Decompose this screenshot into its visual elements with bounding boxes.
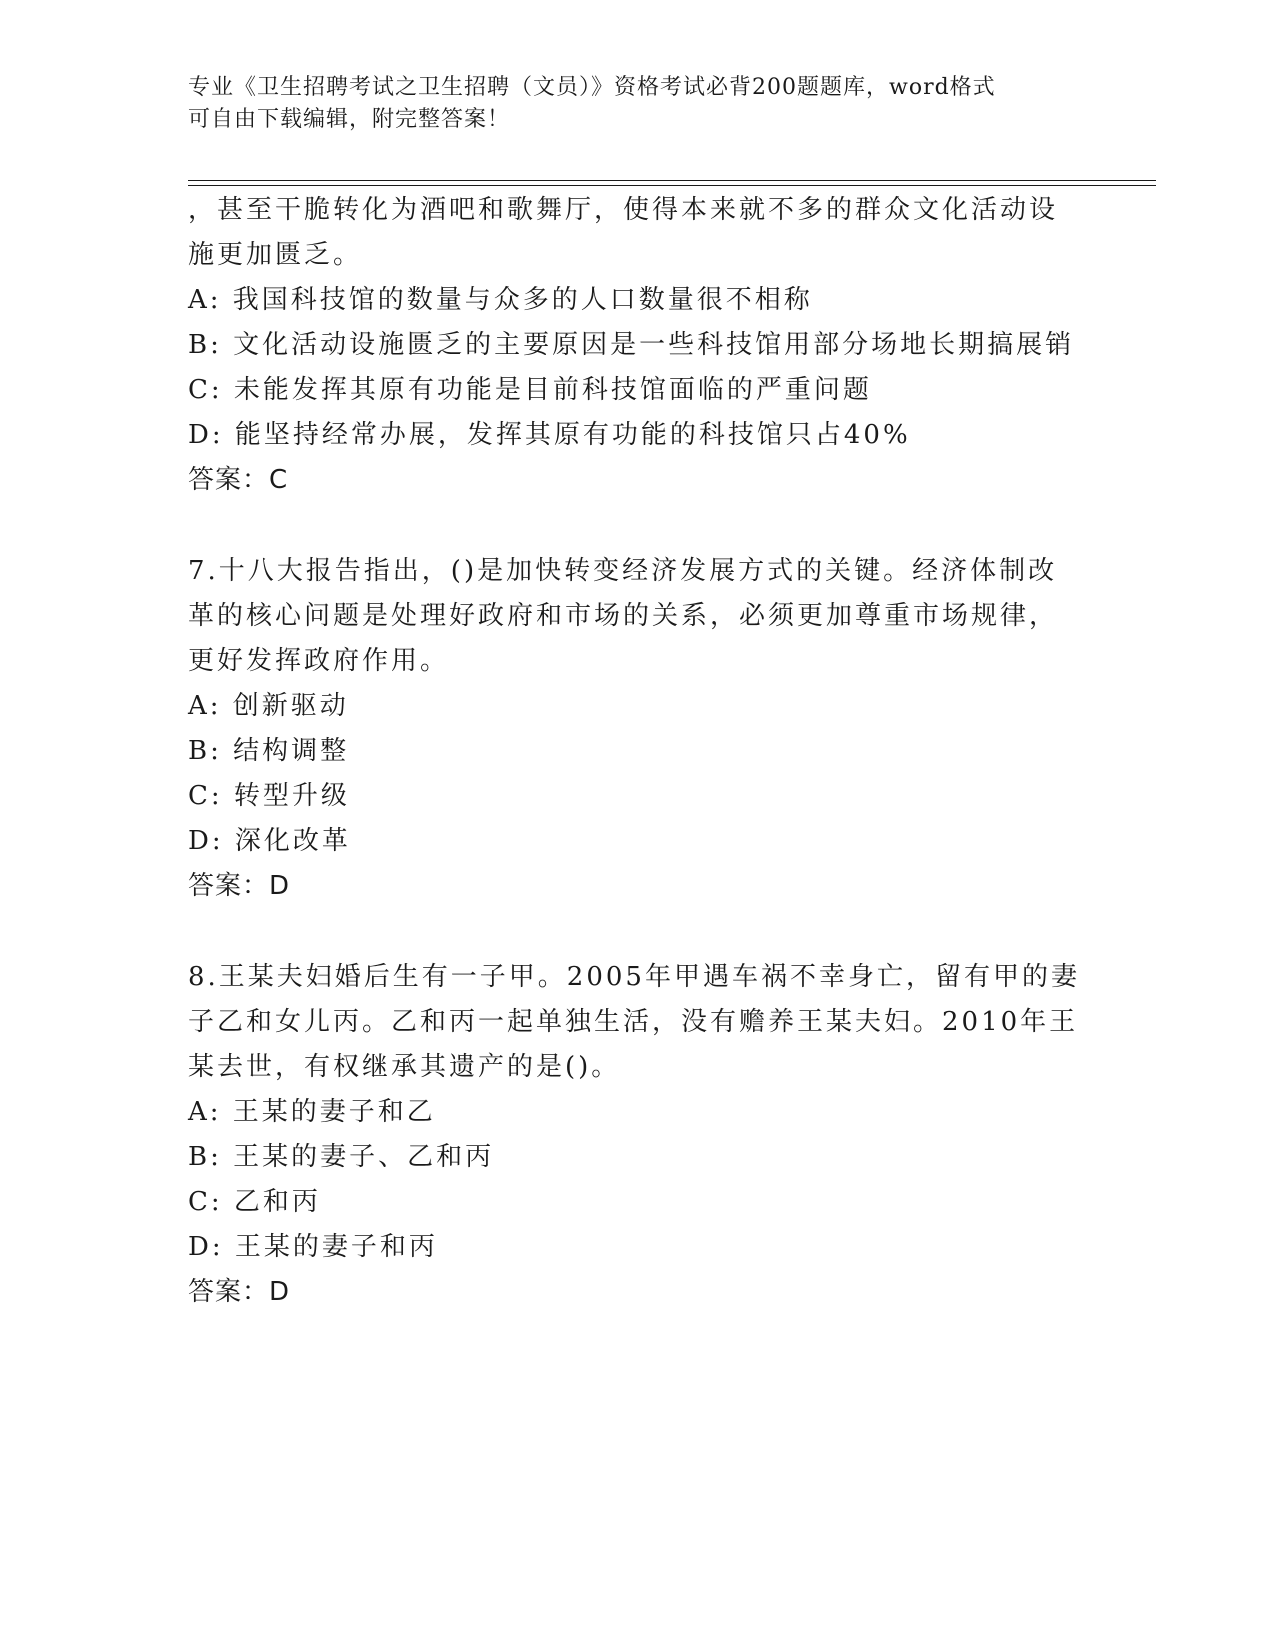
question-stem-line: ，甚至干脆转化为酒吧和歌舞厅，使得本来就不多的群众文化活动设 xyxy=(188,195,1059,225)
answer-line: 答案：D xyxy=(188,1277,291,1307)
option-d: D: 能坚持经常办展，发挥其原有功能的科技馆只占40% xyxy=(188,420,911,450)
question-stem-line: 施更加匮乏。 xyxy=(188,240,363,270)
question-7 xyxy=(188,549,1088,909)
question-spacer xyxy=(188,503,1088,549)
option-c: C: 转型升级 xyxy=(188,781,350,811)
question-6 xyxy=(188,188,1088,503)
option-b: B: 王某的妻子、乙和丙 xyxy=(188,1142,495,1172)
option-d: D: 王某的妻子和丙 xyxy=(188,1232,438,1262)
question-stem-line: 8.王某夫妇婚后生有一子甲。2005年甲遇车祸不幸身亡，留有甲的妻 xyxy=(188,962,1080,992)
question-stem-line: 某去世，有权继承其遗产的是()。 xyxy=(188,1052,621,1082)
option-b: B: 结构调整 xyxy=(188,736,350,766)
question-list xyxy=(188,188,1088,1315)
option-c: C: 乙和丙 xyxy=(188,1187,321,1217)
option-a: A: 创新驱动 xyxy=(188,691,349,721)
question-spacer xyxy=(188,909,1088,955)
option-a: A: 我国科技馆的数量与众多的人口数量很不相称 xyxy=(188,285,813,315)
document-header xyxy=(188,72,1068,136)
question-stem-line: 更好发挥政府作用。 xyxy=(188,646,450,676)
option-b: B: 文化活动设施匮乏的主要原因是一些科技馆用部分场地长期搞展销 xyxy=(188,330,1075,360)
option-d: D: 深化改革 xyxy=(188,826,351,856)
header-title-line-2: 可自由下载编辑，附完整答案！ xyxy=(188,107,511,132)
question-8 xyxy=(188,955,1088,1315)
header-title-line-1: 专业《卫生招聘考试之卫生招聘（文员）》资格考试必背200题题库，word格式 xyxy=(188,75,996,100)
question-stem-line: 7.十八大报告指出，()是加快转变经济发展方式的关键。经济体制改 xyxy=(188,556,1058,586)
option-c: C: 未能发挥其原有功能是目前科技馆面临的严重问题 xyxy=(188,375,872,405)
answer-line: 答案：C xyxy=(188,465,289,495)
option-a: A: 王某的妻子和乙 xyxy=(188,1097,436,1127)
header-divider-top xyxy=(188,180,1156,181)
header-divider-bottom xyxy=(188,185,1156,186)
question-stem-line: 子乙和女儿丙。乙和丙一起单独生活，没有赡养王某夫妇。2010年王 xyxy=(188,1007,1079,1037)
answer-line: 答案：D xyxy=(188,871,291,901)
question-stem-line: 革的核心问题是处理好政府和市场的关系，必须更加尊重市场规律， xyxy=(188,601,1059,631)
